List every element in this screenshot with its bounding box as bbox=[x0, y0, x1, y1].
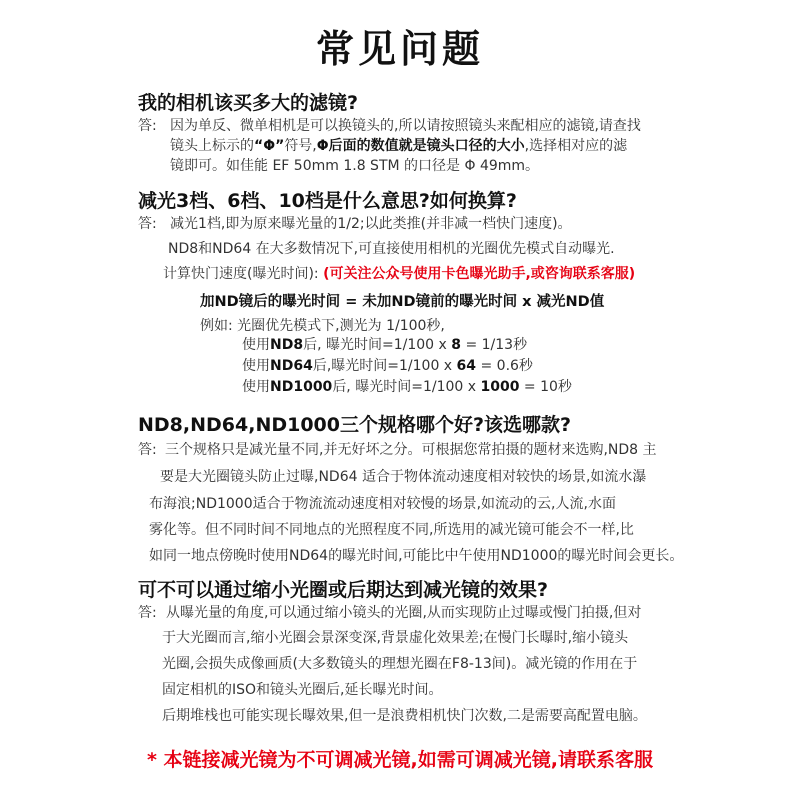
example-result: = 10秒 bbox=[523, 379, 572, 395]
answer-4-line-4: 固定相机的ISO和镜头光圈后,延长曝光时间。 bbox=[162, 682, 443, 698]
answer-4-line-1: 从曝光量的角度,可以通过缩小镜头的光圈,从而实现防止过曝或慢门拍摄,但对 bbox=[166, 605, 642, 621]
answer-1-text: ,选择相对应的滤 bbox=[524, 138, 628, 154]
nd-value: ND64 bbox=[270, 358, 313, 374]
answer-4-line-3: 光圈,会损失成像画质(大多数镜头的理想光圈在F8-13间)。减光镜的作用在于 bbox=[162, 656, 638, 672]
answer-3-line-1: 三个规格只是减光量不同,并无好坏之分。可根据您常拍摄的题材来选购,ND8 主 bbox=[165, 442, 657, 458]
example-text: 使用 bbox=[242, 358, 270, 374]
example-text: 使用 bbox=[242, 337, 270, 353]
phi-symbol: “Φ” bbox=[254, 138, 285, 154]
contact-note: (可关注公众号使用卡色曝光助手,或咨询联系客服) bbox=[323, 266, 636, 282]
formula: 加ND镜后的曝光时间 = 未加ND镜前的曝光时间 x 减光ND值 bbox=[200, 294, 605, 310]
nd-value: ND1000 bbox=[270, 379, 333, 395]
example-text: 后, 曝光时间=1/100 x bbox=[303, 337, 447, 353]
answer-1-line-1: 因为单反、微单相机是可以换镜头的,所以请按照镜头来配相应的滤镜,请查找 bbox=[170, 118, 641, 134]
example-text: 后, 曝光时间=1/100 x bbox=[332, 379, 477, 395]
answer-1-line-3: 镜即可。如佳能 EF 50mm 1.8 STM 的口径是 Φ 49mm。 bbox=[170, 158, 540, 174]
answer-prefix: 答: bbox=[138, 216, 157, 232]
answer-3-line-2: 要是大光圈镜头防止过曝,ND64 适合于物体流动速度相对较快的场景,如流水瀑 bbox=[160, 469, 647, 485]
answer-3-line-3: 布海浪;ND1000适合于物流流动速度相对较慢的场景,如流动的云,人流,水面 bbox=[149, 496, 616, 512]
answer-prefix: 答: bbox=[138, 118, 157, 134]
multiplier: 64 bbox=[456, 358, 477, 374]
calc-label: 计算快门速度(曝光时间): bbox=[163, 266, 319, 282]
example-result: = 0.6秒 bbox=[480, 358, 533, 374]
nd-value: ND8 bbox=[270, 337, 304, 353]
question-4: 可不可以通过缩小光圈或后期达到减光镜的效果? bbox=[138, 579, 549, 601]
example-nd64 bbox=[242, 356, 533, 376]
footer-note: * 本链接减光镜为不可调减光镜,如需可调减光镜,请联系客服 bbox=[147, 749, 653, 771]
answer-1-text: 镜头上标示的 bbox=[170, 138, 254, 154]
example-intro: 例如: 光圈优先模式下,测光为 1/100秒, bbox=[200, 318, 445, 334]
question-3: ND8,ND64,ND1000三个规格哪个好?该选哪款? bbox=[138, 414, 572, 436]
answer-3-line-5: 如同一地点傍晚时使用ND64的曝光时间,可能比中午使用ND1000的曝光时间会更长。 bbox=[149, 548, 684, 564]
multiplier: 8 bbox=[451, 337, 462, 353]
answer-1-text: 符号, bbox=[284, 138, 317, 154]
page-title: 常见问题 bbox=[315, 27, 484, 71]
question-1: 我的相机该买多大的滤镜? bbox=[138, 92, 359, 114]
answer-3-line-4: 雾化等。但不同时间不同地点的光照程度不同,所选用的减光镜可能会不一样,比 bbox=[149, 522, 634, 538]
answer-prefix: 答: bbox=[138, 442, 157, 458]
answer-4-line-5: 后期堆栈也可能实现长曝效果,但一是浪费相机快门次数,二是需要高配置电脑。 bbox=[162, 708, 647, 724]
example-text: 后,曝光时间=1/100 x bbox=[312, 358, 453, 374]
answer-prefix: 答: bbox=[138, 605, 157, 621]
example-nd8 bbox=[242, 335, 527, 355]
answer-2-line-1: 减光1档,即为原来曝光量的1/2;以此类推(并非减一档快门速度)。 bbox=[170, 216, 572, 232]
answer-1-highlight: Φ后面的数值就是镜头口径的大小 bbox=[316, 138, 525, 154]
example-result: = 1/13秒 bbox=[465, 337, 528, 353]
multiplier: 1000 bbox=[480, 379, 520, 395]
example-text: 使用 bbox=[242, 379, 270, 395]
answer-2-line-2: ND8和ND64 在大多数情况下,可直接使用相机的光圈优先模式自动曝光. bbox=[168, 241, 615, 257]
answer-4-line-2: 于大光圈而言,缩小光圈会景深变深,背景虚化效果差;在慢门长曝时,缩小镜头 bbox=[162, 630, 629, 646]
question-2: 减光3档、6档、10档是什么意思?如何换算? bbox=[138, 190, 517, 212]
answer-1-line-2 bbox=[170, 136, 627, 156]
answer-2-line-3 bbox=[163, 264, 635, 284]
example-nd1000 bbox=[242, 377, 572, 397]
